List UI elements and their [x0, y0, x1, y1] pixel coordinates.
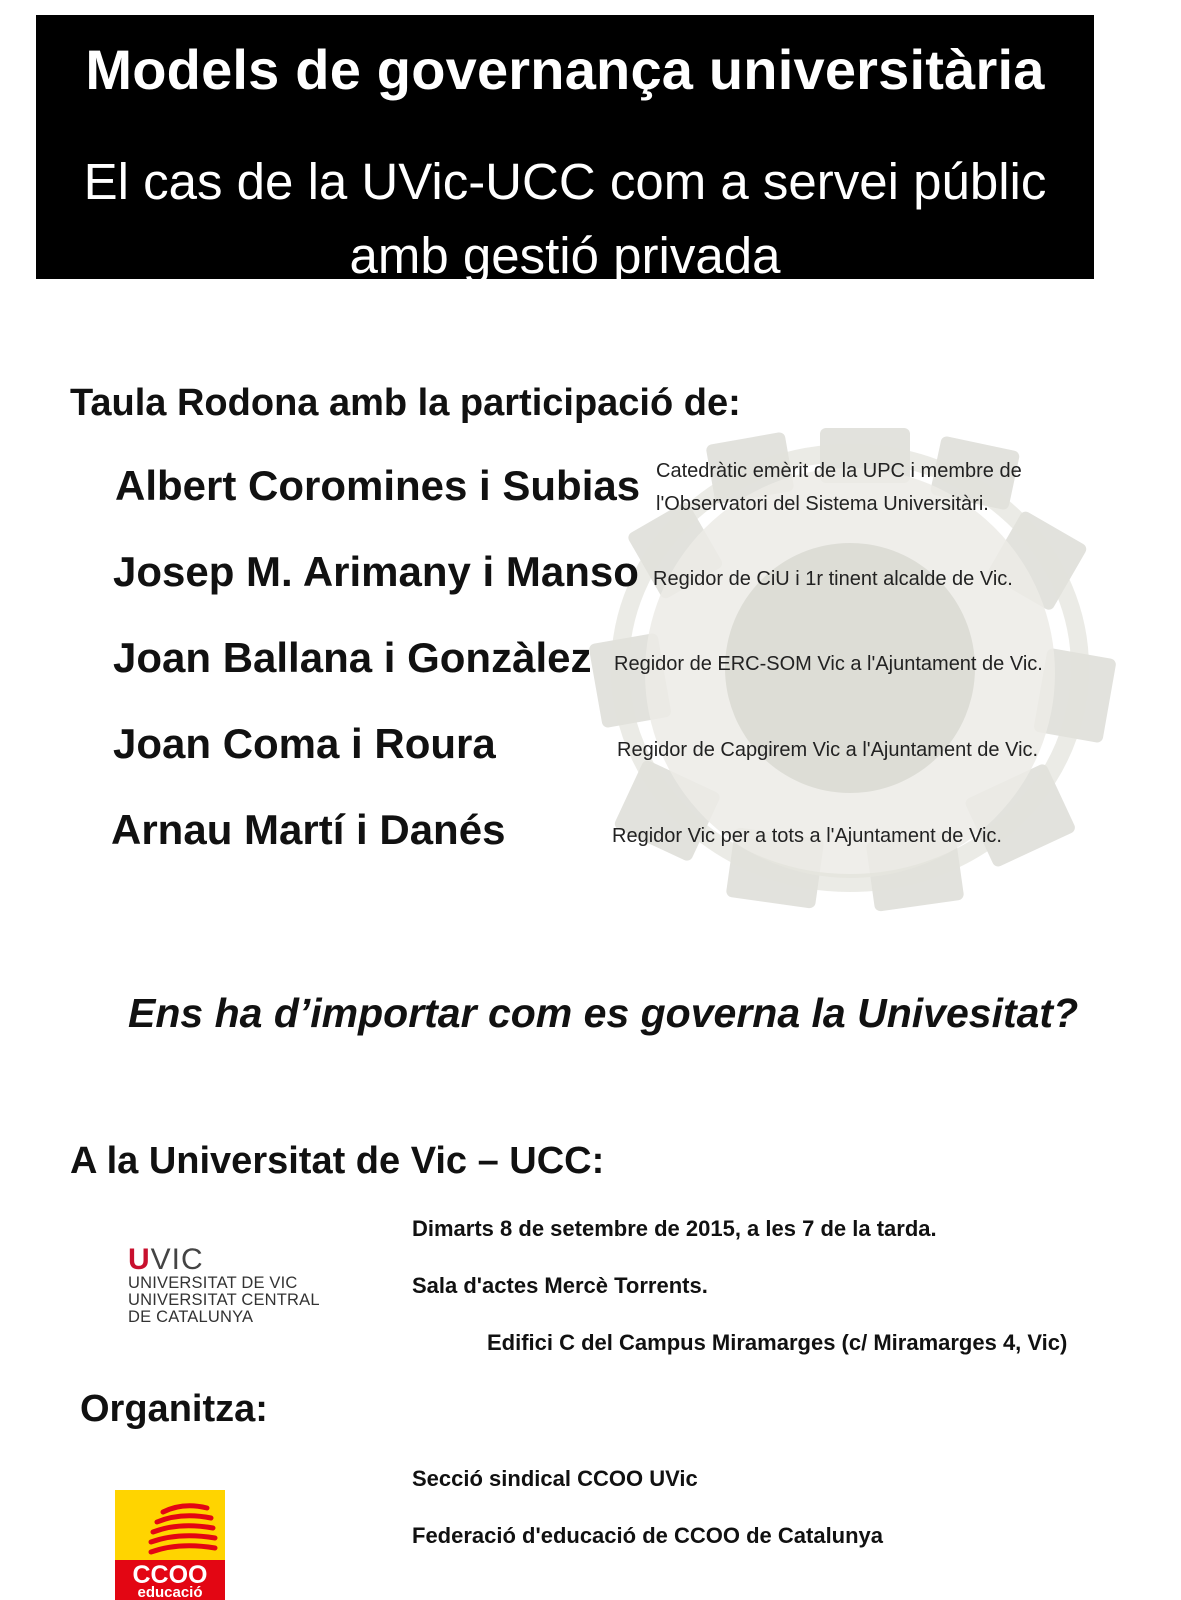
participant-name: Arnau Martí i Danés	[111, 806, 506, 853]
participant-role	[656, 455, 1022, 521]
participant-name: Josep M. Arimany i Manso	[113, 548, 639, 595]
event-date: Dimarts 8 de setembre de 2015, a les 7 de la tarda.	[412, 1216, 937, 1241]
participant-name: Albert Coromines i Subias	[115, 462, 641, 509]
event-room: Sala d'actes Mercè Torrents.	[412, 1273, 708, 1298]
participant-role: Regidor Vic per a tots a l'Ajuntament de Vic.	[612, 825, 1002, 847]
event-building: Edifici C del Campus Miramarges (c/ Miramarges 4, Vic)	[487, 1330, 1068, 1355]
uvic-logo-line: UNIVERSITAT DE VIC	[128, 1274, 298, 1292]
page-subtitle	[36, 145, 1094, 293]
subtitle-line-1: El cas de la UVic-UCC com a servei públic	[83, 153, 1047, 210]
organizer-item: Secció sindical CCOO UVic	[412, 1466, 698, 1491]
organizers-heading: Organitza:	[80, 1388, 268, 1430]
page-title: Models de governança universitària	[85, 38, 1045, 101]
participant-role-line: l'Observatori del Sistema Universitàri.	[656, 493, 989, 515]
participant-role-line: Catedràtic emèrit de la UPC i membre de	[656, 460, 1022, 482]
uvic-logo-line: DE CATALUNYA	[128, 1308, 254, 1326]
title-banner	[36, 15, 1094, 284]
ccoo-educacio-logo	[115, 1490, 225, 1600]
uvic-logo-line: UNIVERSITAT CENTRAL	[128, 1291, 320, 1309]
participant-name: Joan Ballana i Gonzàlez	[113, 634, 592, 681]
subtitle-line-2: amb gestió privada	[349, 227, 781, 284]
question-tagline: Ens ha d’importar com es governa la Univesitat?	[128, 990, 1079, 1036]
venue-heading: A la Universitat de Vic – UCC:	[70, 1140, 605, 1182]
participant-role: Regidor de ERC-SOM Vic a l'Ajuntament de Vic.	[614, 653, 1043, 675]
uvic-logo	[128, 1245, 348, 1335]
uvic-logo-brand: UVIC	[128, 1243, 204, 1276]
participant-name: Joan Coma i Roura	[113, 720, 496, 767]
panel-heading: Taula Rodona amb la participació de:	[70, 382, 741, 424]
participant-role: Regidor de Capgirem Vic a l'Ajuntament de Vic.	[617, 739, 1039, 761]
organizer-item: Federació d'educació de CCOO de Catalunya	[412, 1523, 884, 1548]
ccoo-logo-subtext: educació	[137, 1584, 203, 1600]
participant-role: Regidor de CiU i 1r tinent alcalde de Vic.	[653, 568, 1013, 590]
ccoo-logo-text: CCOO	[132, 1561, 208, 1589]
